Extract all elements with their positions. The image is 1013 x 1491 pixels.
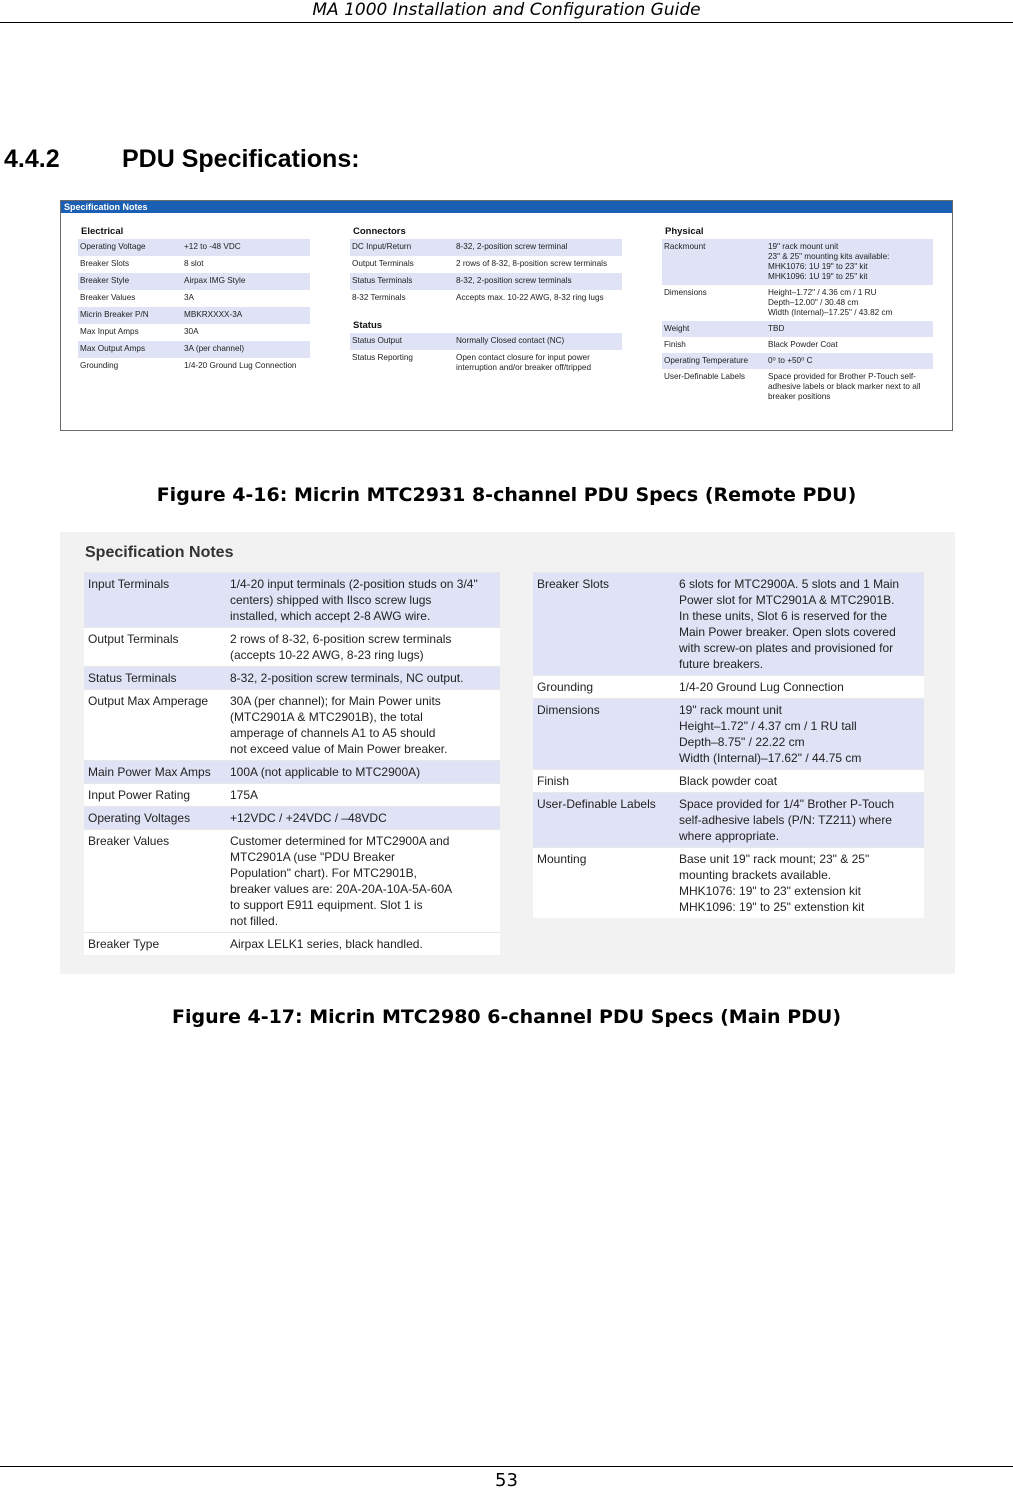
spec-row <box>84 689 500 760</box>
spec-value: TBD <box>768 324 785 333</box>
spec-row <box>662 239 933 285</box>
spec-row <box>533 847 924 918</box>
status-rows <box>350 333 622 377</box>
electrical-title: Electrical <box>81 226 124 237</box>
spec-row <box>350 290 622 307</box>
spec-row <box>350 333 622 350</box>
spec-row <box>533 769 924 792</box>
spec-row <box>350 273 622 290</box>
spec-value: Customer determined for MTC2900A and MTC2901A (use "PDU Breaker Population" chart). For MTC2901B, breaker values are: 20A-20A-10A-5A-60A to support E911 equipment. Slot 1 is not filled. <box>230 834 453 928</box>
spec-label: Finish <box>664 340 686 349</box>
spec-row <box>78 290 310 307</box>
spec-row <box>350 350 622 377</box>
spec-value: 2 rows of 8-32, 8-position screw terminals <box>456 259 608 268</box>
spec-label: DC Input/Return <box>352 242 412 251</box>
spec-value: +12 to -48 VDC <box>184 242 241 251</box>
physical-column <box>662 225 933 405</box>
spec-row <box>662 285 933 321</box>
spec-row <box>350 239 622 256</box>
spec-row <box>533 698 924 769</box>
spec-label: Dimensions <box>537 703 600 717</box>
spec-row <box>662 321 933 337</box>
spec-notes-bar: Specification Notes <box>61 201 952 213</box>
electrical-column <box>78 225 310 375</box>
spec-label: User-Definable Labels <box>537 797 656 811</box>
physical-title: Physical <box>665 226 704 237</box>
spec-value: 8-32, 2-position screw terminal <box>456 242 568 251</box>
spec-value: 1/4-20 Ground Lug Connection <box>679 680 844 694</box>
spec-value: 100A (not applicable to MTC2900A) <box>230 765 421 779</box>
connectors-rows <box>350 239 622 307</box>
spec-label: Output Terminals <box>352 259 414 268</box>
figure-caption-17: Figure 4-17: Micrin MTC2980 6-channel PDU Specs (Main PDU) <box>171 1006 842 1028</box>
spec-row <box>533 792 924 847</box>
spec-value: 175A <box>230 788 259 802</box>
spec-row <box>78 256 310 273</box>
spec-value: 19" rack mount unit Height–1.72" / 4.37 cm / 1 RU tall Depth–8.75" / 22.22 cm Width (Internal)–17.62" / 44.75 cm <box>679 703 862 765</box>
spec-label: Max Output Amps <box>80 344 146 353</box>
spec-row <box>84 666 500 689</box>
section-heading <box>4 145 360 174</box>
spec-value: 2 rows of 8-32, 6-position screw terminals (accepts 10-22 AWG, 8-23 ring lugs) <box>230 632 452 662</box>
page-header: MA 1000 Installation and Configuration Guide <box>312 0 701 20</box>
figure-caption-16: Figure 4-16: Micrin MTC2931 8-channel PDU Specs (Remote PDU) <box>156 484 857 506</box>
spec-notes-title: Specification Notes <box>85 544 234 561</box>
spec-label: Breaker Slots <box>80 259 130 268</box>
physical-rows <box>662 239 933 405</box>
spec-value: 30A (per channel); for Main Power units (MTC2901A & MTC2901B), the total amperage of channels A1 to A5 should not exceed value of Main Power breaker. <box>230 694 448 756</box>
spec-value: 6 slots for MTC2900A. 5 slots and 1 Main Power slot for MTC2901A & MTC2901B. In these units, Slot 6 is reserved for the Main Power breaker. Open slots covered with screw-on plates and provisioned for future breakers. <box>679 577 900 671</box>
spec-value: Normally Closed contact (NC) <box>456 336 565 345</box>
spec-label: Output Terminals <box>88 632 179 646</box>
spec-label: Operating Voltage <box>80 242 146 251</box>
spec-label: Breaker Values <box>80 293 136 302</box>
spec-row <box>533 572 924 675</box>
spec-row <box>662 353 933 369</box>
spec-row <box>78 341 310 358</box>
status-title: Status <box>353 320 383 331</box>
header-rule <box>0 22 1013 23</box>
spec-label: Output Max Amperage <box>88 694 209 708</box>
spec-label: Mounting <box>537 852 587 866</box>
spec-label: Breaker Slots <box>537 577 610 591</box>
spec-value: 1/4-20 input terminals (2-position studs on 3/4" centers) shipped with Ilsco screw lugs installed, which accept 2-8 AWG wire. <box>230 577 478 623</box>
main-pdu-left-column <box>84 572 500 955</box>
connectors-title: Connectors <box>353 226 406 237</box>
spec-value: 8-32, 2-position screw terminals <box>456 276 572 285</box>
spec-row <box>78 324 310 341</box>
spec-row <box>84 760 500 783</box>
main-pdu-right-column <box>533 572 924 918</box>
spec-row <box>78 307 310 324</box>
spec-label: Breaker Values <box>88 834 170 848</box>
spec-label: Grounding <box>80 361 119 370</box>
spec-label: Status Terminals <box>88 671 177 685</box>
spec-value: Base unit 19" rack mount; 23" & 25" mounting brackets available. MHK1076: 19" to 23" extension kit MHK1096: 19" to 25" extenstion kit <box>679 852 870 914</box>
spec-label: User-Definable Labels <box>664 372 746 381</box>
spec-value: Airpax LELK1 series, black handled. <box>230 937 423 951</box>
spec-row <box>84 572 500 627</box>
figure-remote-pdu-specs <box>60 200 953 431</box>
spec-row <box>78 239 310 256</box>
spec-label: Micrin Breaker P/N <box>80 310 149 319</box>
spec-value: Airpax IMG Style <box>184 276 246 285</box>
spec-row <box>662 369 933 405</box>
spec-row <box>84 932 500 955</box>
spec-label: Status Output <box>352 336 403 345</box>
spec-label: Breaker Type <box>88 937 160 951</box>
spec-label: Weight <box>664 324 690 333</box>
spec-value: Black powder coat <box>679 774 778 788</box>
spec-row <box>84 806 500 829</box>
page-number: 53 <box>495 1470 518 1491</box>
spec-value: Space provided for 1/4" Brother P-Touch self-adhesive labels (P/N: TZ211) where where appropriate. <box>679 797 895 843</box>
spec-label: Input Terminals <box>88 577 170 591</box>
spec-value: 8-32, 2-position screw terminals, NC output. <box>230 671 464 685</box>
footer-rule <box>0 1466 1013 1467</box>
spec-value: Accepts max. 10-22 AWG, 8-32 ring lugs <box>456 293 604 302</box>
spec-row <box>84 627 500 666</box>
spec-row <box>533 675 924 698</box>
spec-value: +12VDC / +24VDC / –48VDC <box>230 811 387 825</box>
spec-value: 0⁰ to +50⁰ C <box>768 356 813 365</box>
spec-label: Status Terminals <box>352 276 413 285</box>
connectors-column <box>350 225 622 377</box>
section-title: PDU Specifications: <box>122 145 360 173</box>
spec-label: Main Power Max Amps <box>88 765 211 779</box>
spec-row <box>662 337 933 353</box>
spec-value: 3A (per channel) <box>184 344 245 353</box>
spec-row <box>78 358 310 375</box>
section-number: 4.4.2 <box>4 145 60 173</box>
figure-main-pdu-specs <box>60 532 955 974</box>
spec-row <box>78 273 310 290</box>
spec-value: MBKRXXXX-3A <box>184 310 243 319</box>
spec-label: Grounding <box>537 680 594 694</box>
spec-label: Operating Temperature <box>664 356 749 365</box>
spec-label: Input Power Rating <box>88 788 191 802</box>
electrical-rows <box>78 239 310 375</box>
spec-label: Finish <box>537 774 570 788</box>
spec-value: Black Powder Coat <box>768 340 838 349</box>
spec-row <box>84 829 500 932</box>
spec-label: Max Input Amps <box>80 327 139 336</box>
spec-label: Status Reporting <box>352 353 413 362</box>
spec-label: 8-32 Terminals <box>352 293 406 302</box>
spec-value: 19" rack mount unit 23" & 25" mounting kits available: MHK1076: 1U 19" to 23" kit MHK1096: 1U 19" to 25" kit <box>768 242 890 281</box>
spec-value: Height–1.72" / 4.36 cm / 1 RU Depth–12.00" / 30.48 cm Width (Internal)–17.25" / 43.82 cm <box>768 288 893 317</box>
spec-value: 3A <box>184 293 195 302</box>
spec-value: Open contact closure for input power interruption and/or breaker off/tripped <box>456 353 592 372</box>
spec-row <box>350 256 622 273</box>
spec-label: Rackmount <box>664 242 706 251</box>
spec-value: 1/4-20 Ground Lug Connection <box>184 361 297 370</box>
spec-value: 8 slot <box>184 259 204 268</box>
spec-value: Space provided for Brother P-Touch self- adhesive labels or black marker next to all breaker positions <box>768 372 921 401</box>
spec-row <box>84 783 500 806</box>
spec-label: Operating Voltages <box>88 811 191 825</box>
spec-label: Breaker Style <box>80 276 130 285</box>
spec-label: Dimensions <box>664 288 707 297</box>
spec-value: 30A <box>184 327 199 336</box>
